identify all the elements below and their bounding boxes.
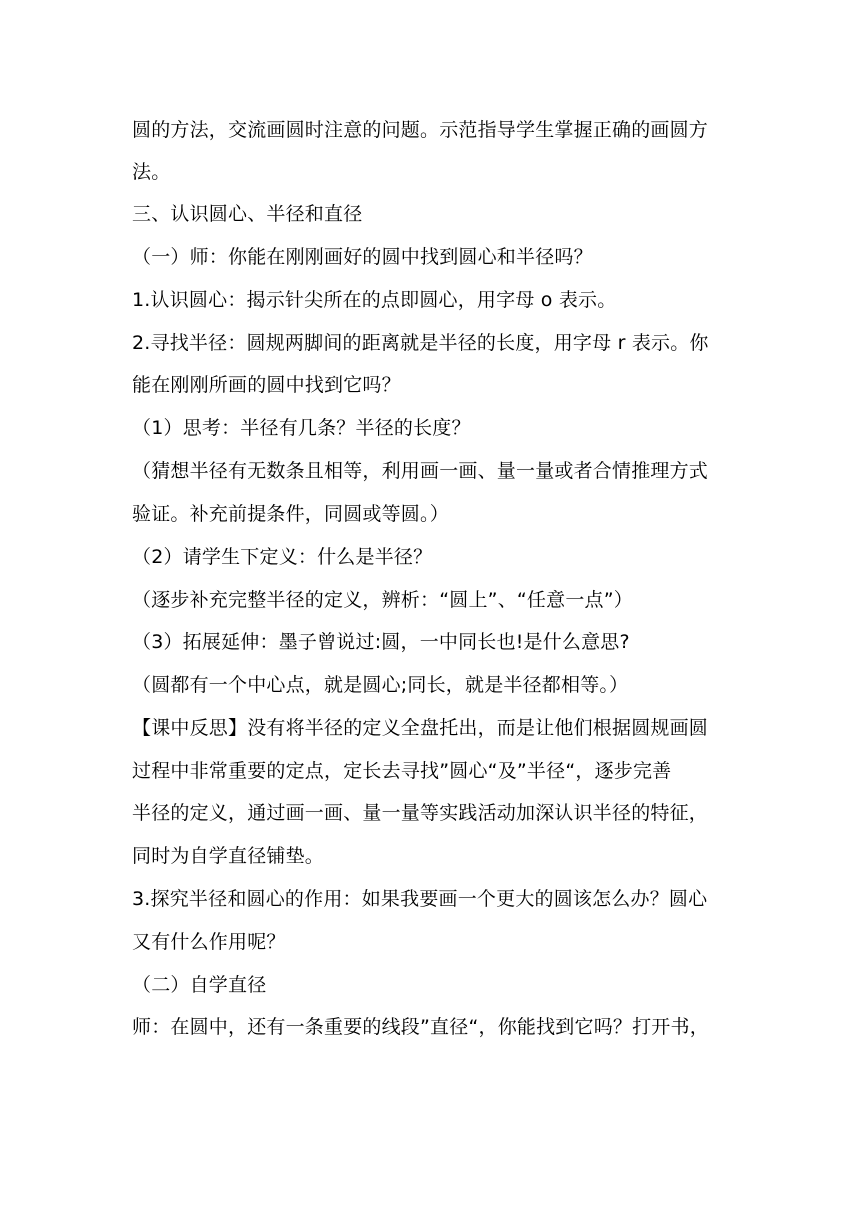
text-line: （猜想半径有无数条且相等，利用画一画、量一量或者合情推理方式 [132,460,709,482]
text-line: 3.探究半径和圆心的作用：如果我要画一个更大的圆该怎么办？圆心 [132,888,708,910]
text-line: （1）思考：半径有几条？半径的长度？ [132,417,471,439]
text-line: 1.认识圆心：揭示针尖所在的点即圆心，用字母 o 表示。 [132,289,617,311]
text-line: 验证。补充前提条件，同圆或等圆。） [132,503,449,525]
text-line: 2.寻找半径：圆规两脚间的距离就是半径的长度，用字母 r 表示。你 [132,332,709,354]
text-line: 又有什么作用呢？ [132,931,286,953]
text-line: 师：在圆中，还有一条重要的线段”直径“，你能找到它吗？打开书， [132,1016,709,1038]
reflection-line: 【课中反思】没有将半径的定义全盘托出，而是让他们根据圆规画圆 [132,717,709,739]
text-line: （逐步补充完整半径的定义，辨析：“圆上”、“任意一点”） [132,589,633,611]
text-line: （2）请学生下定义：什么是半径？ [132,546,433,568]
section-heading: 三、认识圆心、半径和直径 [132,203,363,225]
reflection-line: 过程中非常重要的定点，定长去寻找”圆心“及”半径“，逐步完善 [132,760,672,782]
text-line: 圆的方法，交流画圆时注意的问题。示范指导学生掌握正确的画圆方 [132,119,709,141]
subsection-heading: （二）自学直径 [132,974,267,996]
text-line: （圆都有一个中心点，就是圆心;同长，就是半径都相等。） [132,674,629,696]
reflection-line: 半径的定义，通过画一画、量一量等实践活动加深认识半径的特征， [132,802,709,824]
text-line: （一）师：你能在刚刚画好的圆中找到圆心和半径吗？ [132,246,593,268]
text-line: （3）拓展延伸：墨子曾说过:圆，一中同长也!是什么意思? [132,631,630,653]
text-line: 能在刚刚所画的圆中找到它吗？ [132,374,401,396]
text-line: 法。 [132,161,171,183]
reflection-line: 同时为自学直径铺垫。 [132,845,325,867]
